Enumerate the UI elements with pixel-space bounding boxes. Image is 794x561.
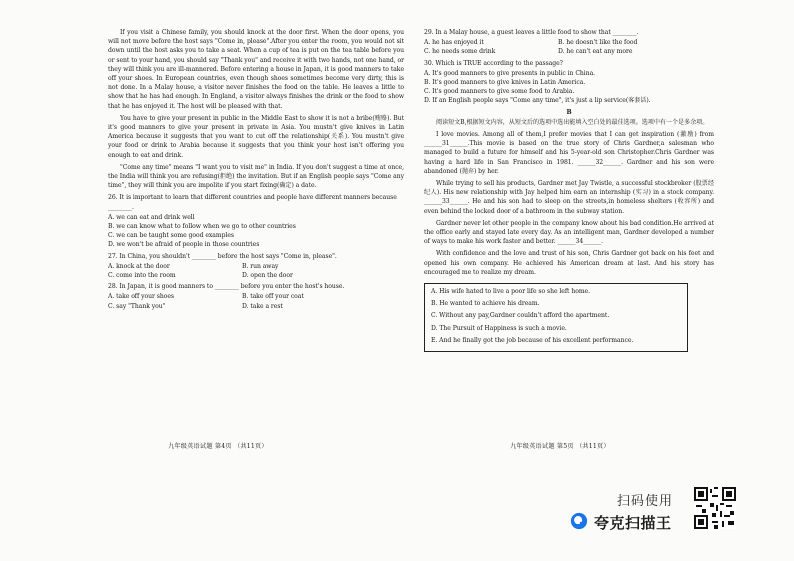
question-stem: 28. In Japan, it is good manners to ________ before you enter the host's house. bbox=[108, 283, 345, 291]
box-option-a: A. His wife hated to live a poor life so she left home. bbox=[431, 288, 590, 296]
question-28 bbox=[108, 282, 404, 311]
option-c: C. say "Thank you" bbox=[108, 302, 166, 310]
passage-paragraph: "Come any time" means "I want you to visit me" in India. If you don't suggest a time at once, the India will think you are refusing(拒绝) the invitation. But if an English people says "Come any time", they will think you are impolite if you start fixing(确定) a date. bbox=[108, 163, 404, 190]
option-c: C. he needs some drink bbox=[424, 48, 496, 56]
option-a: A. It's good manners to give presents in public in China. bbox=[424, 69, 596, 77]
passage-paragraph: While trying to sell his products, Gardner met Jay Twistle, a successful stockbroker (股票经纪人). His new relationship with Jay helped him earn an internship (实习) in a stock company. ______33______. He and his son had to sleep on the streets,in homeless shelters (收容所) and even behind the locked door of a bathroom in the subway station. bbox=[424, 180, 714, 215]
section-label: B bbox=[566, 108, 572, 116]
page-footer-left: 九年级英语试题 第4页 （共11页） bbox=[168, 443, 268, 450]
option-d: D. open the door bbox=[242, 272, 293, 280]
left-page bbox=[108, 28, 404, 313]
question-stem: 29. In a Malay house, a guest leaves a little food to show that ________. bbox=[424, 29, 639, 36]
option-a: A. knock at the door bbox=[108, 262, 170, 270]
question-26 bbox=[108, 193, 404, 249]
passage-paragraph: I love movies. Among all of them,I prefer movies that I can get inspiration (激励) from ______31______.This movie is based on the true story of Chris Gardner,a salesman who managed to build a future for himself and his 5-year-old son Christopher.Chris Gardner was having a hard life in San Francisco in 1981. ______32______. Gardner and his son were abandoned (抛弃) by her. bbox=[424, 131, 714, 175]
question-stem: 26. It is important to learn that different countries and people have different manners because ________. bbox=[108, 194, 397, 211]
question-stem: 27. In China, you shouldn't ________ before the host says "Come in, please". bbox=[108, 252, 337, 260]
box-option-d: D. The Pursuit of Happiness is such a movie. bbox=[431, 324, 567, 332]
section-instructions: 阅读短文B,根据短文内容，从短文后的选项中选出能填入空白处的最佳选项。选项中有一个是多余项。 bbox=[436, 118, 709, 126]
option-d: D. take a rest bbox=[242, 302, 283, 310]
option-c: C. It's good manners to give some food to Arabia. bbox=[424, 88, 575, 96]
quark-logo-icon bbox=[570, 512, 588, 530]
box-option-c: C. Without any pay,Gardner couldn't afford the apartment. bbox=[431, 312, 610, 320]
options-box bbox=[424, 283, 688, 352]
option-b: B. run away bbox=[242, 262, 279, 270]
question-30 bbox=[424, 59, 714, 106]
option-b: B. we can know what to follow when we go to other countries bbox=[108, 223, 296, 231]
question-29 bbox=[424, 28, 714, 57]
qr-code-icon[interactable] bbox=[694, 487, 736, 529]
option-a: A. take off your shoes bbox=[108, 293, 174, 301]
question-27 bbox=[108, 252, 404, 281]
option-d: D. we won't be afraid of people in those countries bbox=[108, 241, 260, 249]
option-b: B. take off your coat bbox=[242, 293, 304, 301]
option-c: C. we can be taught some good examples bbox=[108, 232, 234, 240]
box-option-b: B. He wanted to achieve his dream. bbox=[431, 300, 540, 308]
option-c: C. come into the room bbox=[108, 272, 176, 280]
option-a: A. he has enjoyed it bbox=[424, 39, 484, 47]
brand-name: 夸克扫描王 bbox=[594, 514, 672, 532]
option-a: A. we can eat and drink well bbox=[108, 213, 195, 221]
option-b: B. he doesn't like the food bbox=[558, 39, 638, 47]
passage-paragraph: Gardner never let other people in the company know about his bad condition.He arrived at the office early and stayed late every day. As an intelligent man, Gardner developed a number of ways to make his work faster and better. ______34______. bbox=[424, 219, 714, 246]
box-option-e: E. And he finally got the job because of his excellent performance. bbox=[431, 336, 634, 344]
scan-to-use-label: 扫码使用 bbox=[617, 494, 674, 509]
option-b: B. It's good manners to give knives in Latin America. bbox=[424, 79, 586, 87]
question-stem: 30. Which is TRUE according to the passage? bbox=[424, 59, 563, 67]
passage-paragraph: If you visit a Chinese family, you should knock at the door first. When the door opens, you will not move before the host says "Come in, please".After you enter the room, you would not sit down until the host asks you to take a seat. When a cup of tea is put on the tea table before you or sent to your hand, you should say "Thank you" and receive it with two hands, not one hand, or they will think you are ill-mannered. Before entering a house in Japan, it is good manners to take off your shoes. In European countries, even though shoes sometimes become very dirty, this is not done. In a Malay house, a visitor never finishes the food on the table. He leaves a little to show that he has had enough. In England, a visitor always finishes the drink or the food to show that he has enjoyed it. The host will be pleased with that. bbox=[108, 29, 404, 110]
option-d: D. If an English people says "Come any time", it's just a lip service(客套话). bbox=[424, 97, 651, 105]
passage-paragraph: With confidence and the love and trust of his son, Chris Gardner got back on his feet and opened his own company. He achieved his American dream at last. And his story has encouraged me to realize my dream. bbox=[424, 250, 714, 276]
option-d: D. he can't eat any more bbox=[558, 48, 633, 56]
passage-paragraph: You have to give your present in public in the Middle East to show it is not a bribe(贿赂). But it's good manners to give your present in private in Asia. You mustn't give knives in Latin America because it suggests that you want to cut off the relationship(关系). You mustn't give your food or drink to Arabia because it suggests that you think your host isn't offering you enough to eat and drink. bbox=[108, 114, 404, 159]
page-footer-right: 九年级英语试题 第5页 （共11页） bbox=[510, 443, 610, 450]
right-page bbox=[424, 28, 714, 352]
